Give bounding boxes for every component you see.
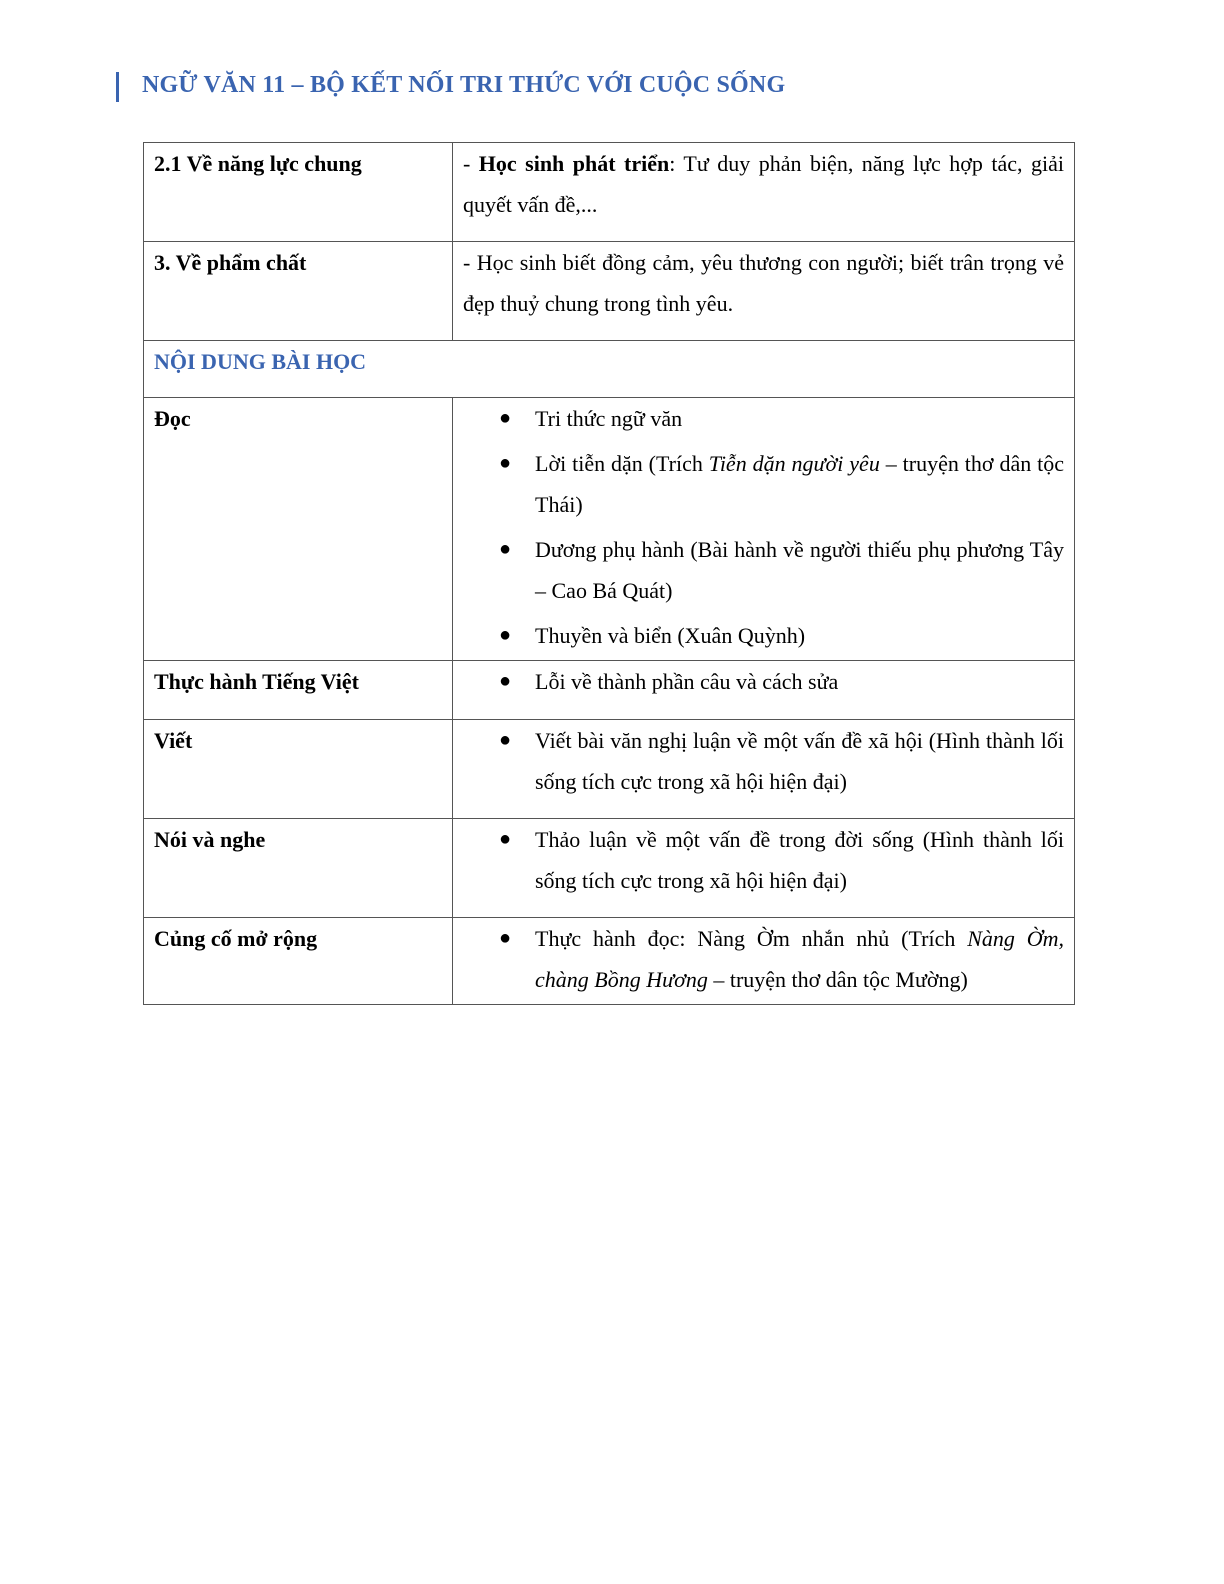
extension-content xyxy=(453,918,1075,1005)
reading-content xyxy=(453,398,1075,661)
quality-label: 3. Về phẩm chất xyxy=(144,242,453,341)
practice-item: Lỗi về thành phần câu và cách sửa xyxy=(535,669,839,694)
list-item xyxy=(499,918,1064,1000)
extension-list xyxy=(463,918,1064,1000)
practice-list xyxy=(463,661,1064,702)
bullet-icon: ● xyxy=(499,538,512,560)
header-title: NGỮ VĂN 11 – BỘ KẾT NỐI TRI THỨC VỚI CUỘC SỐNG xyxy=(142,72,786,98)
bullet-icon: ● xyxy=(499,828,512,850)
reading-item-2-title: Tiễn dặn người yêu xyxy=(708,451,880,476)
competence-label: 2.1 Về năng lực chung xyxy=(144,143,453,242)
practice-content xyxy=(453,661,1075,720)
writing-label: Viết xyxy=(144,720,453,819)
competence-bold: Học sinh phát triển xyxy=(478,151,670,176)
table-row xyxy=(144,398,1075,661)
extension-label: Củng cố mở rộng xyxy=(144,918,453,1005)
section-title: NỘI DUNG BÀI HỌC xyxy=(154,349,367,374)
table-row xyxy=(144,341,1075,398)
list-item xyxy=(499,819,1064,901)
bullet-icon: ● xyxy=(499,927,512,949)
reading-list xyxy=(463,398,1064,656)
reading-item-2-before: Lời tiễn dặn (Trích xyxy=(535,451,709,476)
speaking-label: Nói và nghe xyxy=(144,819,453,918)
section-title-cell xyxy=(144,341,1075,398)
bullet-icon: ● xyxy=(499,452,512,474)
writing-content xyxy=(453,720,1075,819)
extension-item-title: Nàng Ờm, chàng Bồng Hương xyxy=(535,926,1064,992)
writing-list xyxy=(463,720,1064,802)
extension-item-before: Thực hành đọc: Nàng Ờm nhắn nhủ (Trích xyxy=(535,926,968,951)
competence-rest: : Tư duy phản biện, năng lực hợp tác, giải quyết vấn đề,... xyxy=(463,151,1064,217)
table-row xyxy=(144,918,1075,1005)
reading-label: Đọc xyxy=(144,398,453,661)
table-row xyxy=(144,242,1075,341)
table-row xyxy=(144,720,1075,819)
table-row xyxy=(144,819,1075,918)
list-item xyxy=(499,398,1064,439)
bullet-icon: ● xyxy=(499,670,512,692)
list-item xyxy=(499,720,1064,802)
lesson-plan-table xyxy=(143,142,1075,1005)
practice-label: Thực hành Tiếng Việt xyxy=(144,661,453,720)
competence-content xyxy=(453,143,1075,242)
speaking-item: Thảo luận về một vấn đề trong đời sống (Hình thành lối sống tích cực trong xã hội hiện đại) xyxy=(535,827,1064,893)
bullet-icon: ● xyxy=(499,407,512,429)
table-row xyxy=(144,661,1075,720)
bullet-icon: ● xyxy=(499,624,512,646)
list-item xyxy=(499,661,1064,702)
bullet-icon: ● xyxy=(499,729,512,751)
reading-item-1: Tri thức ngữ văn xyxy=(535,406,683,431)
table-row xyxy=(144,143,1075,242)
speaking-list xyxy=(463,819,1064,901)
writing-item: Viết bài văn nghị luận về một vấn đề xã hội (Hình thành lối sống tích cực trong xã hội hiện đại) xyxy=(535,728,1064,794)
reading-item-3: Dương phụ hành (Bài hành về người thiếu phụ phương Tây – Cao Bá Quát) xyxy=(535,537,1064,603)
extension-item-after: – truyện thơ dân tộc Mường) xyxy=(707,967,968,992)
header-accent-bar xyxy=(116,72,119,102)
reading-item-2-after: – truyện thơ dân tộc Thái) xyxy=(535,451,1064,517)
reading-item-4: Thuyền và biển (Xuân Quỳnh) xyxy=(535,623,806,648)
list-item xyxy=(499,529,1064,611)
list-item xyxy=(499,615,1064,656)
speaking-content xyxy=(453,819,1075,918)
quality-content: - Học sinh biết đồng cảm, yêu thương con người; biết trân trọng vẻ đẹp thuỷ chung trong tình yêu. xyxy=(453,242,1075,341)
competence-prefix: - xyxy=(463,151,479,176)
list-item xyxy=(499,443,1064,525)
